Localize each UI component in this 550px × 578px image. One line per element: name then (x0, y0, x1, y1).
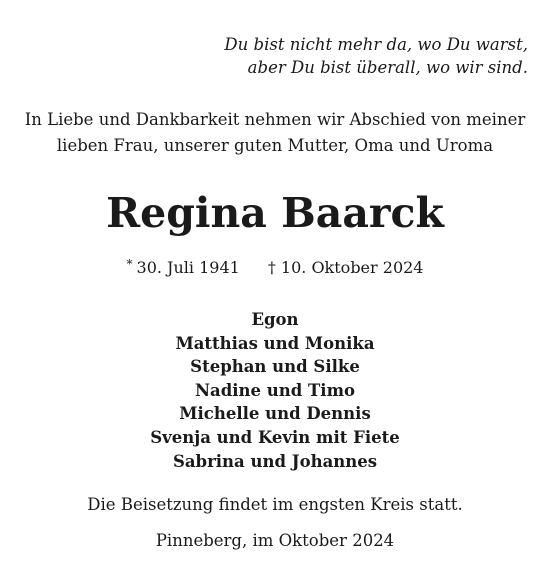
epigraph-quote (224, 33, 528, 79)
intro-text (0, 107, 550, 159)
death-symbol: † (267, 258, 276, 277)
birth-symbol: * (126, 257, 133, 271)
quote-line-2: aber Du bist überall, wo wir sind. (247, 58, 528, 77)
death-date-group (268, 258, 424, 277)
death-date: 10. Oktober 2024 (280, 258, 424, 277)
mourners-list (0, 308, 550, 473)
intro-line-1: In Liebe und Dankbarkeit nehmen wir Abschied von meiner (24, 110, 526, 129)
mourner-item: Stephan und Silke (190, 357, 360, 377)
mourner-item: Svenja und Kevin mit Fiete (150, 427, 400, 447)
mourner-item: Matthias und Monika (175, 333, 375, 353)
quote-line-1: Du bist nicht mehr da, wo Du warst, (224, 35, 528, 54)
intro-line-2: lieben Frau, unserer guten Mutter, Oma und Uroma (56, 136, 494, 155)
birth-date: 30. Juli 1941 (136, 258, 240, 277)
life-dates (0, 253, 550, 279)
mourner-item: Sabrina und Johannes (172, 451, 378, 471)
deceased-name: Regina Baarck (106, 189, 444, 237)
place-and-date: Pinneberg, im Oktober 2024 (155, 531, 395, 550)
birth-date-group (127, 258, 240, 277)
mourner-item: Michelle und Dennis (179, 404, 371, 424)
mourner-item: Nadine und Timo (194, 380, 356, 400)
burial-note: Die Beisetzung findet im engsten Kreis statt. (87, 495, 463, 514)
mourner-item: Egon (251, 310, 299, 329)
